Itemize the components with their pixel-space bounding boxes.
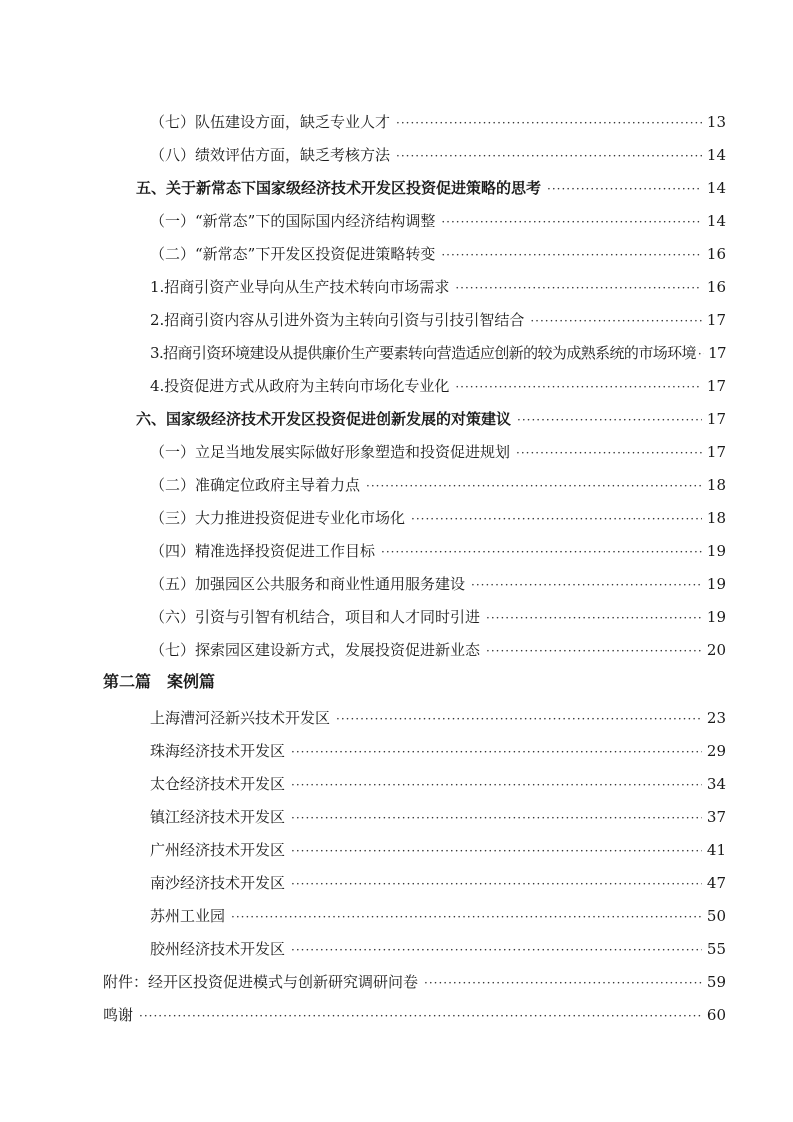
toc-entry-label: 镇江经济技术开发区 xyxy=(150,808,286,826)
toc-entry-label: 广州经济技术开发区 xyxy=(150,841,286,859)
leader-dots xyxy=(455,376,702,398)
toc-entry[interactable] xyxy=(150,740,726,762)
toc-entry[interactable] xyxy=(150,905,726,927)
toc-entry-label: 五、关于新常态下国家级经济技术开发区投资促进策略的思考 xyxy=(136,179,542,197)
toc-entry-page: 16 xyxy=(706,245,726,263)
toc-entry[interactable] xyxy=(150,773,726,795)
leader-dots xyxy=(396,145,702,167)
leader-dots xyxy=(471,574,702,596)
toc-entry[interactable] xyxy=(150,342,726,364)
leader-dots xyxy=(291,774,702,796)
toc-entry-page: 34 xyxy=(706,775,726,793)
toc-entry[interactable] xyxy=(150,243,726,265)
toc-entry-page: 17 xyxy=(706,443,726,461)
toc-entry-page: 47 xyxy=(706,874,726,892)
leader-dots xyxy=(441,244,702,266)
toc-entry-page: 17 xyxy=(706,377,726,395)
leader-dots xyxy=(291,741,702,763)
toc-entry-label: 六、国家级经济技术开发区投资促进创新发展的对策建议 xyxy=(136,410,512,428)
toc-entry-label: 鸣谢 xyxy=(103,1006,134,1024)
toc-entry-label: （七）探索园区建设新方式，发展投资促进新业态 xyxy=(150,641,481,659)
leader-dots xyxy=(336,708,702,730)
toc-entry-label: 3.招商引资环境建设从提供廉价生产要素转向营造适应创新的较为成熟系统的市场环境 xyxy=(150,344,696,362)
toc-entry-label: （七）队伍建设方面，缺乏专业人才 xyxy=(150,113,391,131)
leader-dots xyxy=(366,475,702,497)
toc-entry[interactable] xyxy=(150,210,726,232)
toc-entry[interactable] xyxy=(150,507,726,529)
toc-entry-label: （二）“新常态”下开发区投资促进策略转变 xyxy=(150,245,436,263)
toc-entry-page: 17 xyxy=(706,410,726,428)
toc-entry-page: 19 xyxy=(706,542,726,560)
toc-entry-page: 18 xyxy=(706,476,726,494)
leader-dots xyxy=(547,178,702,200)
toc-entry[interactable] xyxy=(150,144,726,166)
toc-entry-label: （四）精准选择投资促进工作目标 xyxy=(150,542,376,560)
toc-entry[interactable] xyxy=(150,441,726,463)
toc-entry[interactable] xyxy=(150,111,726,133)
leader-dots xyxy=(139,1005,702,1027)
toc-entry-label: （二）准确定位政府主导着力点 xyxy=(150,476,361,494)
toc-entry[interactable] xyxy=(150,474,726,496)
toc-entry-page: 13 xyxy=(706,113,726,131)
toc-entry-label: 1.招商引资产业导向从生产技术转向市场需求 xyxy=(150,278,450,296)
toc-entry-page: 14 xyxy=(706,179,726,197)
toc-appendix-entry[interactable] xyxy=(103,971,726,993)
toc-entry[interactable] xyxy=(150,839,726,861)
toc-entry-page: 50 xyxy=(706,907,726,925)
leader-dots xyxy=(396,112,702,134)
toc-entry-label: 太仓经济技术开发区 xyxy=(150,775,286,793)
toc-entry-label: （三）大力推进投资促进专业化市场化 xyxy=(150,509,406,527)
leader-dots xyxy=(291,939,702,961)
toc-entry-label: 苏州工业园 xyxy=(150,907,226,925)
leader-dots xyxy=(441,211,702,233)
toc-entry[interactable] xyxy=(150,375,726,397)
toc-entry-page: 17 xyxy=(706,311,726,329)
toc-entry-page: 14 xyxy=(706,146,726,164)
leader-dots xyxy=(231,906,702,928)
toc-entry-page: 55 xyxy=(706,940,726,958)
toc-entry-page: 14 xyxy=(706,212,726,230)
leader-dots xyxy=(455,277,702,299)
leader-dots xyxy=(291,807,702,829)
toc-entry-label: （一）立足当地发展实际做好形象塑造和投资促进规划 xyxy=(150,443,511,461)
toc-entry-label: 珠海经济技术开发区 xyxy=(150,742,286,760)
toc-entry-page: 17 xyxy=(708,344,726,362)
leader-dots xyxy=(530,310,702,332)
toc-entry-page: 20 xyxy=(706,641,726,659)
leader-dots xyxy=(698,343,704,365)
leader-dots xyxy=(411,508,702,530)
toc-entry[interactable] xyxy=(150,707,726,729)
toc-entry-label: 南沙经济技术开发区 xyxy=(150,874,286,892)
toc-entry-page: 29 xyxy=(706,742,726,760)
toc-entry-label: （八）绩效评估方面，缺乏考核方法 xyxy=(150,146,391,164)
toc-entry-label: 4.投资促进方式从政府为主转向市场化专业化 xyxy=(150,377,450,395)
toc-entry[interactable] xyxy=(150,639,726,661)
toc-entry-page: 19 xyxy=(706,608,726,626)
toc-entry[interactable] xyxy=(150,309,726,331)
toc-entry-label: 附件：经开区投资促进模式与创新研究调研问卷 xyxy=(103,973,419,991)
toc-entry-label: （六）引资与引智有机结合，项目和人才同时引进 xyxy=(150,608,481,626)
toc-entry-label: （五）加强园区公共服务和商业性通用服务建设 xyxy=(150,575,466,593)
toc-entry[interactable] xyxy=(150,540,726,562)
toc-entry-page: 59 xyxy=(706,973,726,991)
toc-entry[interactable] xyxy=(150,806,726,828)
toc-entry[interactable] xyxy=(150,606,726,628)
toc-entry-page: 41 xyxy=(706,841,726,859)
leader-dots xyxy=(381,541,702,563)
leader-dots xyxy=(486,607,702,629)
leader-dots xyxy=(424,972,702,994)
leader-dots xyxy=(516,442,702,464)
toc-acknowledgement-entry[interactable] xyxy=(103,1004,726,1026)
toc-entry-label: 上海漕河泾新兴技术开发区 xyxy=(150,709,331,727)
toc-entry-page: 19 xyxy=(706,575,726,593)
toc-section-entry[interactable] xyxy=(136,408,726,430)
toc-entry-page: 23 xyxy=(706,709,726,727)
toc-section-entry[interactable] xyxy=(136,177,726,199)
leader-dots xyxy=(486,640,702,662)
toc-entry[interactable] xyxy=(150,573,726,595)
toc-entry-page: 16 xyxy=(706,278,726,296)
leader-dots xyxy=(291,873,702,895)
toc-entry-label: （一）“新常态”下的国际国内经济结构调整 xyxy=(150,212,436,230)
leader-dots xyxy=(517,409,702,431)
part-two-heading: 第二篇 案例篇 xyxy=(103,672,216,691)
toc-entry[interactable] xyxy=(150,872,726,894)
toc-entry-label: 2.招商引资内容从引进外资为主转向引资与引技引智结合 xyxy=(150,311,525,329)
toc-entry[interactable] xyxy=(150,938,726,960)
toc-entry-page: 37 xyxy=(706,808,726,826)
toc-entry-page: 18 xyxy=(706,509,726,527)
leader-dots xyxy=(291,840,702,862)
toc-entry[interactable] xyxy=(150,276,726,298)
toc-entry-label: 胶州经济技术开发区 xyxy=(150,940,286,958)
toc-entry-page: 60 xyxy=(706,1006,726,1024)
